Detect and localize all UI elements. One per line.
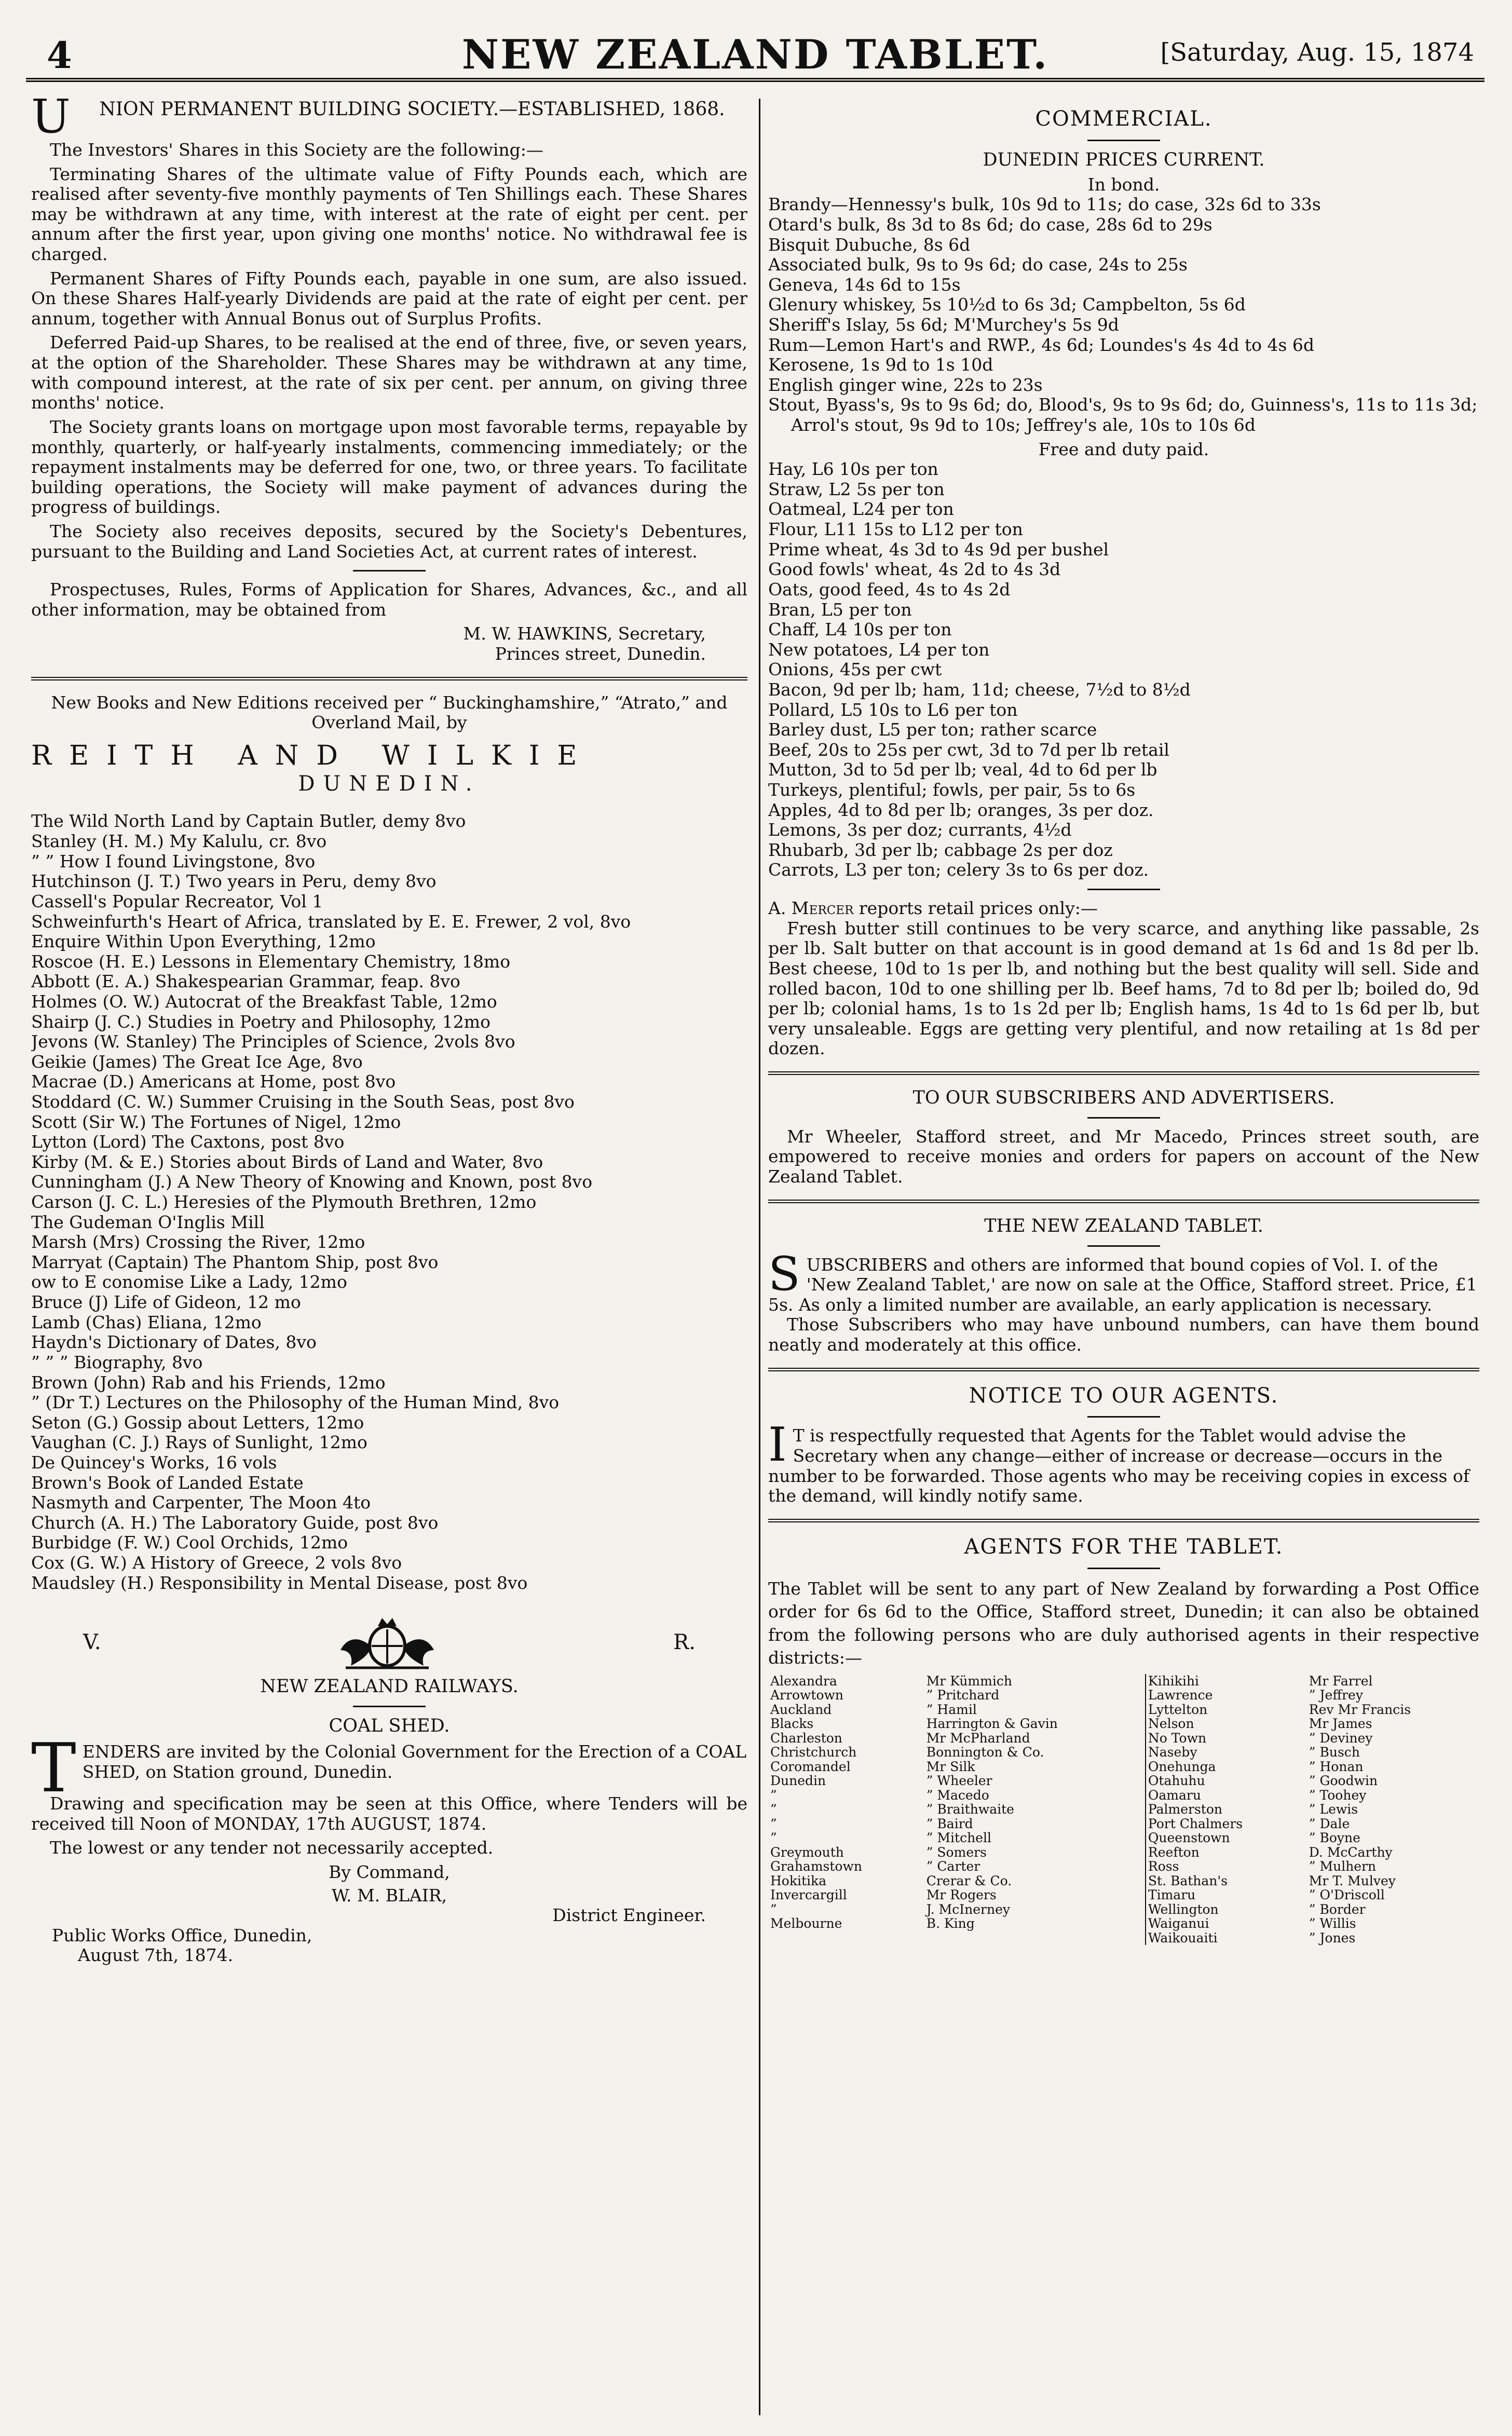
- tablet-notice-para: Those Subscribers who may have unbound numbers, can have them bound neatly and moderately at this office.: [768, 1314, 1479, 1355]
- drop-cap: S: [768, 1246, 800, 1301]
- agent-town: St. Bathan's: [1146, 1874, 1307, 1888]
- agent-name: ” Deviney: [1309, 1730, 1373, 1746]
- firm-city: DUNEDIN.: [298, 771, 481, 796]
- list-item: Turkeys, plentiful; fowls, per pair, 5s to 6s: [768, 780, 1136, 800]
- table-row: [768, 1902, 1479, 1917]
- divider: [353, 570, 426, 571]
- table-row: [768, 1788, 1479, 1803]
- agent-name: Mr T. Mulvey: [1309, 1873, 1396, 1888]
- list-item: Oatmeal, L24 per ton: [768, 499, 954, 520]
- agent-town: Hokitika: [770, 1873, 827, 1888]
- list-item: Oats, good feed, 4s to 4s 2d: [768, 579, 1011, 600]
- agents-table: [768, 1674, 1479, 1945]
- list-item: Rum—Lemon Hart's and RWP., 4s 6d; Loundes's 4s 4d to 4s 6d: [768, 334, 1315, 355]
- office-date: August 7th, 1874.: [78, 1945, 234, 1966]
- agents-notice-text: T is respectfully requested that Agents for the Tablet would advise the Secretary when any change—either of increase or decrease—occurs in the number to be forwarded. Those agents who may be receiving copies in excess of the demand, will kindly notify same.: [768, 1425, 1470, 1506]
- list-item: Flour, L11 15s to L12 per ton: [768, 519, 1023, 540]
- list-item: Lamb (Chas) Eliana, 12mo: [31, 1312, 262, 1332]
- column-divider: [759, 99, 760, 2415]
- divider: [1087, 1416, 1160, 1418]
- agent-name: ” Carter: [926, 1859, 980, 1874]
- railways-para: ENDERS are invited by the Colonial Government for the Erection of a COAL SHED, on Station ground, Dunedin.: [82, 1741, 747, 1782]
- union-title: NION PERMANENT BUILDING SOCIETY.—ESTABLISHED, 1868.: [99, 99, 725, 120]
- drop-cap: I: [768, 1418, 787, 1473]
- table-row: [768, 1731, 1479, 1746]
- table-row: [768, 1817, 1479, 1831]
- agent-name: ” Hamil: [926, 1702, 977, 1717]
- agent-name: Mr James: [1309, 1716, 1372, 1732]
- agent-town: Otahuhu: [1146, 1774, 1307, 1788]
- bound-copies-notice: [768, 1216, 1479, 1355]
- agent-name: ” Honan: [1309, 1759, 1364, 1774]
- list-item: New potatoes, L4 per ton: [768, 639, 990, 660]
- list-item: De Quincey's Works, 16 vols: [31, 1452, 277, 1473]
- list-item: Bacon, 9d per lb; ham, 11d; cheese, 7½d to 8½d: [768, 679, 1191, 700]
- list-item: Cox (G. W.) A History of Greece, 2 vols 8vo: [31, 1553, 402, 1573]
- agent-town: Naseby: [1146, 1745, 1307, 1760]
- list-item: Schweinfurth's Heart of Africa, translated by E. E. Frewer, 2 vol, 8vo: [31, 911, 631, 932]
- union-para: Terminating Shares of the ultimate value of Fifty Pounds each, which are realised after seventy-five monthly payments of Ten Shillings each. These Shares may be withdrawn at any time, with interest at the rate of eight per cent. per annum after the first year, upon giving one months' notice. No withdrawal fee is charged.: [31, 164, 747, 265]
- section-rule: [768, 1368, 1479, 1371]
- agent-town: Lawrence: [1146, 1688, 1307, 1703]
- agent-name: Bonnington & Co.: [926, 1745, 1044, 1760]
- table-row: [768, 1674, 1479, 1689]
- list-item: Beef, 20s to 25s per cwt, 3d to 7d per lb retail: [768, 739, 1169, 760]
- mercer-intro: reports retail prices only:—: [853, 898, 1098, 919]
- list-item: Vaughan (C. J.) Rays of Sunlight, 12mo: [31, 1432, 367, 1453]
- list-item: Hutchinson (J. T.) Two years in Peru, demy 8vo: [31, 871, 437, 892]
- right-column: [768, 99, 1479, 2415]
- list-item: Marryat (Captain) The Phantom Ship, post 8vo: [31, 1251, 439, 1272]
- agent-name: Crerar & Co.: [926, 1873, 1012, 1888]
- list-item: Lemons, 3s per doz; currants, 4½d: [768, 820, 1072, 840]
- list-item: Onions, 45s per cwt: [768, 659, 942, 680]
- agent-name: ” Boyne: [1309, 1830, 1360, 1846]
- list-item: Prime wheat, 4s 3d to 4s 9d per bushel: [768, 539, 1109, 560]
- section-rule: [768, 1200, 1479, 1203]
- table-row: [768, 1688, 1479, 1703]
- union-para: The Society grants loans on mortgage upon most favorable terms, repayable by monthly, quarterly, or half-yearly instalments, commencing immediately; or the repayment instalments may be deferred for one, two, or three years. To facilitate building operations, the Society will make payment of advances during the progress of buildings.: [31, 416, 747, 518]
- agent-name: ” Mitchell: [926, 1830, 991, 1846]
- railways-para: The lowest or any tender not necessarily accepted.: [50, 1838, 494, 1858]
- list-item: Rhubarb, 3d per lb; cabbage 2s per doz: [768, 839, 1113, 860]
- list-item: Mutton, 3d to 5d per lb; veal, 4d to 6d per lb: [768, 759, 1157, 780]
- table-row: [768, 1888, 1479, 1902]
- agent-name: D. McCarthy: [1309, 1844, 1393, 1860]
- list-item: Glenury whiskey, 5s 10½d to 6s 3d; Campbelton, 5s 6d: [768, 294, 1246, 315]
- list-item: Lytton (Lord) The Caxtons, post 8vo: [31, 1132, 345, 1152]
- agent-name: ” Border: [1309, 1901, 1366, 1917]
- list-item: Carrots, L3 per ton; celery 3s to 6s per doz.: [768, 860, 1149, 880]
- table-row: [768, 1916, 1479, 1931]
- agent-town: Ross: [1146, 1859, 1307, 1874]
- list-item: English ginger wine, 22s to 23s: [768, 374, 1043, 395]
- list-item: Straw, L2 5s per ton: [768, 479, 945, 499]
- agent-town: ”: [770, 1901, 777, 1917]
- firm-name: REITH AND WILKIE: [31, 740, 595, 771]
- list-item: Brandy—Hennessy's bulk, 10s 9d to 11s; do case, 32s 6d to 33s: [768, 194, 1321, 215]
- divider: [1087, 1245, 1160, 1247]
- union-para: The Society also receives deposits, secured by the Society's Debentures, pursuant to the Building and Land Societies Act, at current rates of interest.: [31, 521, 747, 562]
- agent-town: Coromandel: [770, 1759, 851, 1774]
- list-item: Nasmyth and Carpenter, The Moon 4to: [31, 1492, 371, 1513]
- commercial-section: [768, 107, 1479, 1059]
- union-para: Prospectuses, Rules, Forms of Application for Shares, Advances, &c., and all other information, may be obtained from: [31, 579, 747, 620]
- mercer-name: A. Mercer: [768, 898, 854, 919]
- table-row: [768, 1859, 1479, 1874]
- list-item: Haydn's Dictionary of Dates, 8vo: [31, 1332, 317, 1353]
- divider: [353, 1706, 426, 1707]
- table-row: [768, 1760, 1479, 1774]
- subscribers-text: Mr Wheeler, Stafford street, and Mr Macedo, Princes street south, are empowered to receive monies and orders for papers on account of the New Zealand Tablet.: [768, 1126, 1479, 1187]
- list-item: Associated bulk, 9s to 9s 6d; do case, 24s to 25s: [768, 254, 1188, 275]
- prices-subhead: Free and duty paid.: [1038, 439, 1209, 459]
- agent-name: ” Toohey: [1309, 1787, 1367, 1803]
- list-item: Burbidge (F. W.) Cool Orchids, 12mo: [31, 1532, 348, 1553]
- agent-town: Charleston: [770, 1730, 842, 1746]
- railways-title: NEW ZEALAND RAILWAYS.: [260, 1676, 519, 1697]
- list-item: Maudsley (H.) Responsibility in Mental Disease, post 8vo: [31, 1572, 528, 1593]
- agent-town: Kihikihi: [1146, 1674, 1307, 1689]
- list-item: Carson (J. C. L.) Heresies of the Plymouth Brethren, 12mo: [31, 1192, 537, 1213]
- list-item: Seton (G.) Gossip about Letters, 12mo: [31, 1412, 364, 1433]
- agent-town: ”: [770, 1830, 777, 1846]
- agent-town: ”: [770, 1787, 777, 1803]
- drop-cap: T: [31, 1729, 76, 1808]
- agent-town: Waikouaiti: [1146, 1931, 1307, 1945]
- agent-town: Palmerston: [1146, 1802, 1307, 1817]
- table-row: [768, 1774, 1479, 1788]
- table-row: [768, 1717, 1479, 1731]
- list-item: Bran, L5 per ton: [768, 599, 912, 620]
- agent-name: ” Mulhern: [1309, 1859, 1377, 1874]
- list-item: ” (Dr T.) Lectures on the Philosophy of the Human Mind, 8vo: [31, 1392, 560, 1413]
- union-para: The Investors' Shares in this Society are the following:—: [50, 140, 543, 160]
- table-row: [768, 1931, 1479, 1945]
- agent-town: Grahamstown: [770, 1859, 862, 1874]
- list-item: Abbott (E. A.) Shakespearian Grammar, feap. 8vo: [31, 971, 460, 992]
- subscribers-notice: [768, 1087, 1479, 1187]
- agent-name: B. King: [926, 1916, 975, 1931]
- list-item: Macrae (D.) Americans at Home, post 8vo: [31, 1071, 396, 1092]
- agent-name: ” O'Driscoll: [1309, 1887, 1385, 1903]
- section-title: AGENTS FOR THE TABLET.: [964, 1534, 1284, 1559]
- list-item: Kerosene, 1s 9d to 1s 10d: [768, 355, 993, 375]
- union-signature: M. W. HAWKINS, Secretary,: [463, 623, 706, 644]
- issue-date: [Saturday, Aug. 15, 1874: [1160, 38, 1474, 67]
- union-building-society-ad: [31, 99, 747, 664]
- section-rule: [768, 1519, 1479, 1522]
- agent-name: Rev Mr Francis: [1309, 1702, 1411, 1717]
- list-item: Hay, L6 10s per ton: [768, 459, 938, 480]
- agent-town: Blacks: [770, 1716, 814, 1732]
- list-item: Barley dust, L5 per ton; rather scarce: [768, 719, 1097, 740]
- royal-crest-icon: [330, 1614, 444, 1671]
- table-row: [768, 1745, 1479, 1760]
- prices-subhead: In bond.: [1087, 174, 1160, 195]
- list-item: Bruce (J) Life of Gideon, 12 mo: [31, 1292, 301, 1313]
- table-row: [768, 1703, 1479, 1717]
- section-title: THE NEW ZEALAND TABLET.: [984, 1215, 1263, 1236]
- union-para: Deferred Paid-up Shares, to be realised at the end of three, five, or seven years, at the option of the Shareholder. These Shares may be withdrawn at any time, with compound interest, at the rate of six per cent. per annum, on giving three months' notice.: [31, 332, 747, 413]
- agent-name: Mr McPharland: [926, 1730, 1030, 1746]
- agent-town: Invercargill: [770, 1887, 847, 1903]
- masthead: [26, 29, 1484, 82]
- agent-name: ” Somers: [926, 1844, 987, 1860]
- agent-town: Alexandra: [770, 1673, 837, 1689]
- agent-town: No Town: [1146, 1731, 1307, 1746]
- divider: [1087, 1117, 1160, 1119]
- crest-letter-r: R.: [673, 1630, 696, 1654]
- divider: [1087, 889, 1160, 890]
- list-item: The Gudeman O'Inglis Mill: [31, 1212, 265, 1232]
- agent-name: ” Goodwin: [1309, 1773, 1378, 1789]
- agent-town: ”: [770, 1802, 777, 1817]
- agent-town: [768, 1931, 924, 1945]
- list-item: ” ” ” Biography, 8vo: [31, 1352, 203, 1372]
- agent-town: Lyttelton: [1146, 1703, 1307, 1717]
- books-list: [31, 811, 747, 1593]
- section-rule: [768, 1071, 1479, 1075]
- agent-town: Onehunga: [1146, 1760, 1307, 1774]
- agent-name: ” Wheeler: [926, 1773, 992, 1789]
- agent-name: ” Pritchard: [926, 1687, 1000, 1703]
- list-item: Stoddard (C. W.) Summer Cruising in the South Seas, post 8vo: [31, 1092, 575, 1112]
- agent-name: ” Willis: [1309, 1916, 1356, 1931]
- agent-town: Waiganui: [1146, 1916, 1307, 1931]
- agent-name: ” Lewis: [1309, 1802, 1358, 1817]
- bond-prices-list: [768, 195, 1479, 435]
- agent-name: ” Jeffrey: [1309, 1687, 1363, 1703]
- list-item: Roscoe (H. E.) Lessons in Elementary Chemistry, 18mo: [31, 951, 511, 972]
- reith-wilkie-books-ad: [31, 693, 747, 1594]
- table-row: [768, 1845, 1479, 1860]
- agent-town: Christchurch: [770, 1745, 857, 1760]
- list-item: Chaff, L4 10s per ton: [768, 619, 952, 640]
- agent-town: Melbourne: [770, 1916, 842, 1931]
- agent-name: Mr Silk: [926, 1759, 975, 1774]
- table-row: [768, 1802, 1479, 1817]
- table-row: [768, 1831, 1479, 1845]
- divider: [1087, 140, 1160, 141]
- agent-name: J. McInerney: [926, 1901, 1011, 1917]
- section-title: TO OUR SUBSCRIBERS AND ADVERTISERS.: [912, 1087, 1335, 1108]
- list-item: Shairp (J. C.) Studies in Poetry and Philosophy, 12mo: [31, 1011, 491, 1032]
- list-item: Apples, 4d to 8d per lb; oranges, 3s per doz.: [768, 799, 1154, 820]
- list-item: Scott (Sir W.) The Fortunes of Nigel, 12mo: [31, 1111, 401, 1132]
- list-item: Kirby (M. & E.) Stories about Birds of Land and Water, 8vo: [31, 1151, 543, 1172]
- crest-letter-v: V.: [83, 1630, 101, 1654]
- list-item: Brown (John) Rab and his Friends, 12mo: [31, 1372, 386, 1393]
- list-item: Cassell's Popular Recreator, Vol 1: [31, 891, 323, 911]
- left-column: [31, 99, 747, 2415]
- agent-town: Reefton: [1146, 1845, 1307, 1860]
- list-item: ” ” How I found Livingstone, 8vo: [31, 851, 316, 872]
- agent-name: Mr Kümmich: [926, 1673, 1012, 1689]
- free-prices-list: [768, 459, 1479, 880]
- list-item: Jevons (W. Stanley) The Principles of Science, 2vols 8vo: [31, 1031, 515, 1052]
- agent-name: ” Busch: [1309, 1745, 1360, 1760]
- list-item: Cunningham (J.) A New Theory of Knowing and Known, post 8vo: [31, 1172, 593, 1192]
- agent-name: ” Braithwaite: [926, 1802, 1014, 1817]
- union-address: Princes street, Dunedin.: [495, 644, 706, 664]
- drop-cap: U: [31, 99, 71, 144]
- agent-town: Dunedin: [770, 1773, 826, 1789]
- list-item: Holmes (O. W.) Autocrat of the Breakfast Table, 12mo: [31, 991, 497, 1012]
- list-item: Geneva, 14s 6d to 15s: [768, 274, 961, 295]
- list-item: Good fowls' wheat, 4s 2d to 4s 3d: [768, 559, 1061, 580]
- section-rule: [31, 677, 747, 681]
- list-item: Stout, Byass's, 9s to 9s 6d; do, Blood's, 9s to 9s 6d; do, Guinness's, 11s to 11s 3d; Arrol's stout, 9s 9d to 10s; Jeffrey's ale, 10s to 10s 6d: [768, 394, 1478, 436]
- agents-intro: The Tablet will be sent to any part of New Zealand by forwarding a Post Office order for 6s 6d to the Office, Stafford street, Dunedin; it can also be obtained from the following persons who are duly authorised agents in their respective districts:—: [768, 1578, 1479, 1668]
- agent-name: ” Jones: [1309, 1930, 1356, 1945]
- table-row: [768, 1874, 1479, 1888]
- list-item: Bisquit Dubuche, 8s 6d: [768, 234, 971, 255]
- agent-town: Arrowtown: [770, 1687, 844, 1703]
- signer-name: W. M. BLAIR,: [331, 1885, 447, 1906]
- agents-notice: [768, 1384, 1479, 1506]
- tablet-notice-para: UBSCRIBERS and others are informed that bound copies of Vol. I. of the 'New Zealand Tablet,' are now on sale at the Office, Stafford street. Price, £1 5s. As only a limited number are available, an early application is necessary.: [768, 1254, 1477, 1315]
- prices-title: DUNEDIN PRICES CURRENT.: [983, 149, 1265, 170]
- union-para: Permanent Shares of Fifty Pounds each, payable in one sum, are also issued. On these Shares Half-yearly Dividends are paid at the rate of eight per cent. per annum, together with Annual Bonus out of Surplus Profits.: [31, 268, 747, 329]
- railways-subtitle: COAL SHED.: [329, 1716, 450, 1737]
- office-name: Public Works Office, Dunedin,: [52, 1925, 312, 1945]
- by-command: By Command,: [329, 1861, 450, 1882]
- list-item: Stanley (H. M.) My Kalulu, cr. 8vo: [31, 831, 327, 852]
- list-item: Brown's Book of Landed Estate: [31, 1472, 304, 1493]
- list-item: Marsh (Mrs) Crossing the River, 12mo: [31, 1232, 365, 1253]
- agent-town: Oamaru: [1146, 1788, 1307, 1803]
- agent-name: ” Baird: [926, 1816, 973, 1831]
- agent-town: Timaru: [1146, 1888, 1307, 1902]
- list-item: The Wild North Land by Captain Butler, demy 8vo: [31, 811, 466, 832]
- agent-name: Mr Farrel: [1309, 1673, 1373, 1689]
- agent-name: ” Dale: [1309, 1816, 1350, 1831]
- agent-name: Harrington & Gavin: [926, 1716, 1058, 1732]
- page-number: 4: [47, 34, 72, 77]
- newspaper-title: NEW ZEALAND TABLET.: [461, 31, 1049, 78]
- agent-name: Mr Rogers: [926, 1887, 997, 1903]
- list-item: Church (A. H.) The Laboratory Guide, post 8vo: [31, 1512, 439, 1533]
- list-item: Otard's bulk, 8s 3d to 8s 6d; do case, 28s 6d to 29s: [768, 214, 1213, 235]
- railways-para: Drawing and specification may be seen at this Office, where Tenders will be received till Noon of MONDAY, 17th AUGUST, 1874.: [31, 1793, 747, 1834]
- section-title: NOTICE TO OUR AGENTS.: [969, 1383, 1279, 1408]
- agent-town: Nelson: [1146, 1717, 1307, 1731]
- books-intro: New Books and New Editions received per “ Buckinghamshire,” “Atrato,” and Overland Mail, by: [51, 692, 728, 733]
- agent-town: Wellington: [1146, 1902, 1307, 1917]
- agents-list-section: [768, 1535, 1479, 1945]
- list-item: ow to E conomise Like a Lady, 12mo: [31, 1272, 347, 1292]
- agent-town: ”: [770, 1816, 777, 1831]
- agent-town: Greymouth: [770, 1844, 844, 1860]
- mercer-report: Fresh butter still continues to be very scarce, and anything like passable, 2s per lb. Salt butter on that account is in good demand at 1s 6d and 1s 8d per lb. Best cheese, 10d to 1s per lb, and nothing but the best quality will sell. Side and rolled bacon, 10d to one shilling per lb. Beef hams, 7d to 8d per lb; boiled do, 9d per lb; colonial hams, 1s to 1s 2d per lb; English hams, 1s 4d to 1s 6d per lb, but very unsaleable. Eggs are getting very plentiful, and now retailing at 1s 8d per dozen.: [768, 918, 1479, 1059]
- list-item: Geikie (James) The Great Ice Age, 8vo: [31, 1051, 363, 1072]
- agent-town: Auckland: [770, 1702, 832, 1717]
- list-item: Sheriff's Islay, 5s 6d; M'Murchey's 5s 9d: [768, 315, 1119, 335]
- list-item: Pollard, L5 10s to L6 per ton: [768, 699, 1018, 720]
- divider: [1087, 1568, 1160, 1569]
- agent-town: Queenstown: [1146, 1831, 1307, 1845]
- railways-tender-ad: [31, 1614, 747, 1966]
- section-title: COMMERCIAL.: [1035, 107, 1213, 131]
- agent-name: [924, 1931, 1146, 1945]
- agent-name: ” Macedo: [926, 1787, 989, 1803]
- agent-town: Port Chalmers: [1146, 1817, 1307, 1831]
- list-item: Enquire Within Upon Everything, 12mo: [31, 931, 376, 952]
- signer-role: District Engineer.: [552, 1905, 706, 1926]
